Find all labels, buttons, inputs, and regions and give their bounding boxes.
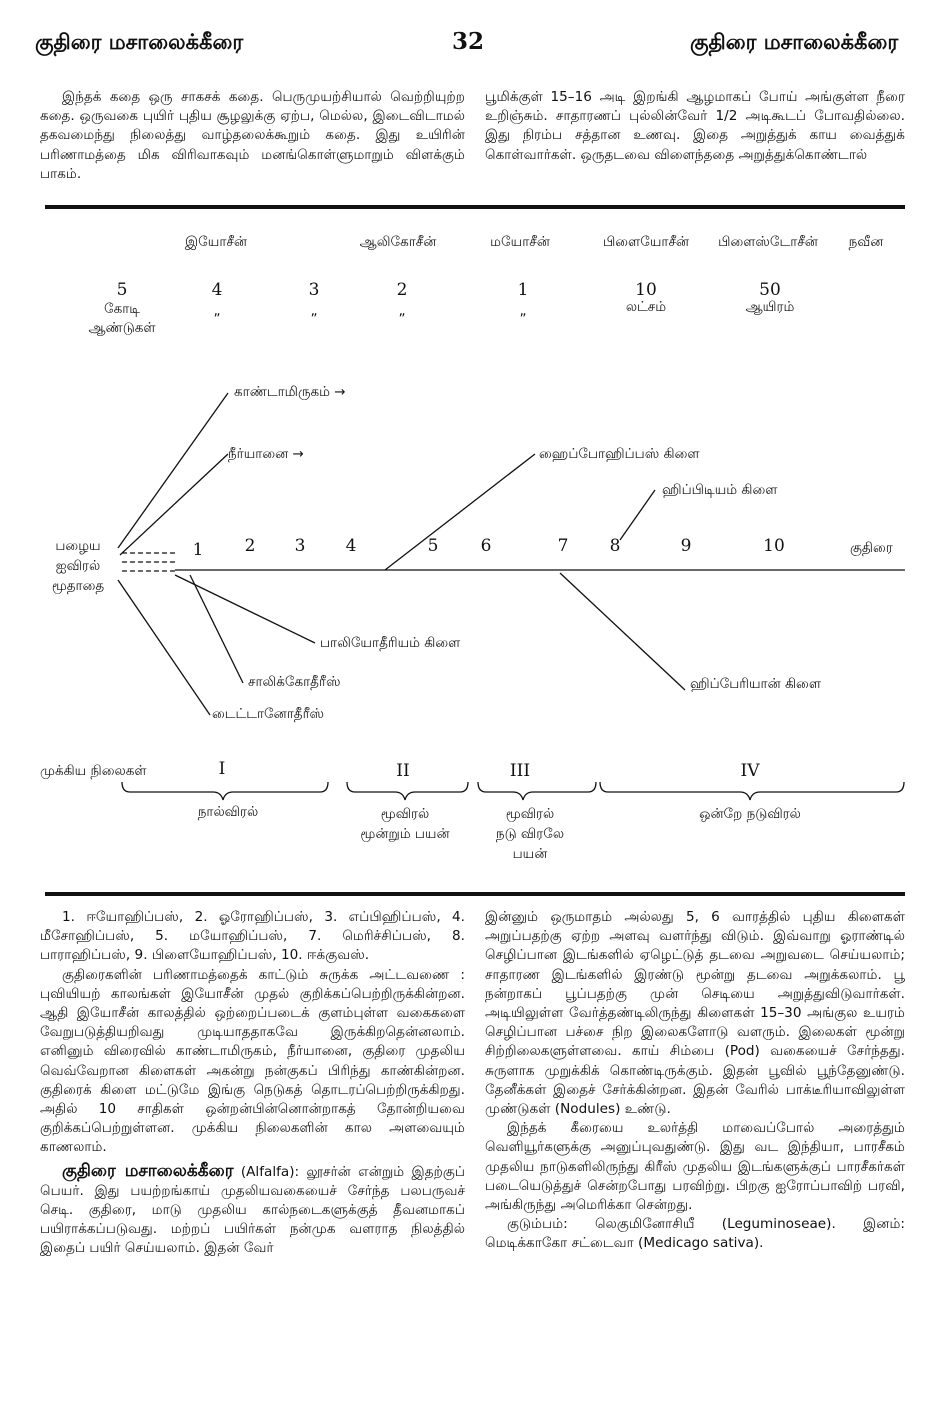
branch-hipparion	[560, 573, 685, 690]
ancestor-label: மூதாதை	[51, 578, 105, 594]
ancestor-label: ஐவிரல்	[55, 558, 101, 574]
intro-left: இந்தக் கதை ஒரு சாகசக் கதை. பெருமுயற்சியால் வெற்றியுற்ற கதை. ஒருவகை புயிர் புதிய சூழலுக்கு ஏற்ப, மெல்ல, இடைவிடாமல் தகவமைந்து நிலைத்து வாழ்தலைக்கூறும் கதை. இது உயிரின் பரிணாமத்தை மிக விரிவாகவும் மனங்கொள்ளுமாறும் விளக்கும் பாகம்.	[40, 89, 465, 182]
branch-label-hipparion: ஹிப்பேரியான் கிளை	[690, 676, 822, 692]
branch-label-rhinoceros: காண்டாமிருகம் →	[234, 384, 346, 400]
stage-number: 10	[763, 536, 785, 556]
body-paragraph: இன்னும் ஒருமாதம் அல்லது 5, 6 வாரத்தில் புதிய கிளைகள் அறுப்பதற்கு ஏற்ற அளவு வளர்ந்து விடும். இவ்வாறு ஓராண்டில் செழிப்பான இடங்களில் ஏழெட்டுத் தடவை அறுவடை செய்யலாம்; சாதாரண இடங்களில் இரண்டு மூன்று தடவை அறுக்கலாம். பூ நன்றாகப் பூப்பதற்கு முன் செடியை அறுத்துவிடுவார்கள். அடியிலுள்ள வேர்த்தண்டிலிருந்து கிளைகள் 15–30 அங்குல உயரம் செழிப்பான பச்சை நிற இலைகளோடு வளரும். இலைகள் மூன்று சிற்றிலைகளுள்ளவை. காய் சிம்பை (Pod) வகையைச் சேர்ந்தது. சுருளாக முறுக்கிக் கொண்டிருக்கும். இதன் பூவில் பூந்தேனுண்டு. தேனீக்கள் இதைச் சேர்க்கின்றன. இதன் வேரில் பாக்டீரியாவிலுள்ள முண்டுகள் (Nodules) உண்டு.	[485, 909, 905, 1118]
page-number: 32	[452, 28, 485, 55]
entry-text: (Alfalfa): லூசர்ன் என்றும் இதற்குப் பெயர். இது பயற்றங்காய் முதலியவகையைச் சேர்ந்த பலபருவச் செடி. குதிரை, மாடு முதலிய கால்நடைகளுக்குத் தீவனமாகப் பயிராக்கப்படுவது. மற்றப் பயிர்கள் நன்முக வளராத நிலத்தில் இதைப் பயிர் செய்யலாம். இதன் வேர்	[40, 1163, 466, 1257]
age-value: 3	[308, 280, 320, 300]
age-value: 50	[759, 280, 781, 300]
entry-heading: குதிரை மசாலைக்கீரை	[62, 1160, 234, 1181]
age-unit: லட்சம்	[625, 299, 667, 315]
age-unit-2: ஆண்டுகள்	[88, 320, 156, 336]
phase-desc: நால்விரல்	[197, 804, 259, 820]
stage-number: 3	[294, 536, 306, 556]
age-value: 2	[396, 280, 408, 300]
age-unit: „	[519, 303, 527, 319]
age-value: 5	[116, 280, 128, 300]
phase-numeral: III	[509, 761, 531, 781]
running-title-right: குதிரை மசாலைக்கீரை	[690, 30, 899, 54]
body-paragraph: 1. ஈயோஹிப்பஸ், 2. ஓரோஹிப்பஸ், 3. எப்பிஹிப்பஸ், 4. மீசோஹிப்பஸ், 5. மயோஹிப்பஸ், 7. மெரிச்சிப்பஸ், 8. பாராஹிப்பஸ், 9. பிளையோஹிப்பஸ், 10. ஈக்குவஸ்.	[40, 909, 465, 964]
stage-number: 2	[244, 536, 256, 556]
age-unit: கோடி	[103, 301, 141, 317]
stage-number: 5	[427, 536, 439, 556]
branch-label-hippidium: ஹிப்பிடியம் கிளை	[662, 482, 778, 498]
branch-hippidium	[620, 490, 655, 540]
phase-desc: மூவிரல்	[380, 806, 430, 822]
phase-brace-II	[347, 782, 468, 800]
body-paragraph: இந்தக் கீரையை உலர்த்தி மாவைப்போல் அரைத்தும் வெளியூர்களுக்கு அனுப்புவதுண்டு. இது வட இந்தியா, பாரசீகம் முதலிய நாடுகளிலிருந்து கிரீஸ் முதலிய இடங்களுக்குப் பாரசீகர்கள் படையெடுத்துச் சென்றபோது பரவிற்று. பிறகு ஐரோப்பாவிற் பரவி, அங்கிருந்து அமெரிக்கா சென்றது.	[485, 1120, 905, 1214]
body-left-column	[40, 908, 465, 1259]
phase-desc: மூவிரல்	[505, 806, 555, 822]
stage-number: 1	[192, 540, 204, 560]
classification-line: குடும்பம்: லெகுமினோசியீ (Leguminoseae). இனம்: மெடிக்காகோ சட்டைவா (Medicago sativa).	[485, 1216, 905, 1252]
epoch-label: நவீன	[848, 234, 884, 250]
end-label-horse: குதிரை	[850, 540, 893, 556]
phase-desc: நடு விரலே	[495, 826, 565, 842]
stage-number: 6	[480, 536, 492, 556]
phase-brace-I	[122, 782, 328, 800]
phase-numeral: II	[396, 761, 410, 781]
body-right-column	[485, 908, 905, 1254]
age-value: 10	[635, 280, 657, 300]
epoch-label: பிளைஸ்டோசீன்	[718, 234, 818, 250]
branch-hypohippus	[385, 454, 535, 570]
branch-label-hippo: நீர்யானை →	[228, 446, 304, 462]
stage-number: 4	[345, 536, 357, 556]
branch-chalicotheres	[190, 575, 243, 683]
stage-number: 9	[680, 536, 692, 556]
phase-desc: பயன்	[512, 846, 548, 862]
branch-label-hypohippus: ஹைப்போஹிப்பஸ் கிளை	[539, 446, 700, 462]
age-value: 1	[517, 280, 529, 300]
stage-number: 7	[557, 536, 569, 556]
running-title-left: குதிரை மசாலைக்கீரை	[35, 30, 244, 54]
phase-brace-IV	[600, 782, 904, 800]
branch-label-titanotheres: டைட்டானோதீரீஸ்	[212, 706, 325, 722]
phase-numeral: I	[218, 759, 226, 779]
age-unit: „	[398, 303, 406, 319]
body-paragraph	[40, 1162, 465, 1259]
phases-label: முக்கிய நிலைகள்	[40, 763, 147, 779]
ancestor-label: பழைய	[55, 538, 101, 554]
branch-label-chalicotheres: சாலிக்கோதீரீஸ்	[248, 674, 341, 690]
branch-rhinoceros	[118, 393, 228, 548]
age-unit: „	[213, 303, 221, 319]
bottom-rule	[45, 892, 905, 896]
branch-titanotheres	[118, 580, 210, 715]
epoch-label: பிளையோசீன்	[602, 234, 690, 250]
phase-desc: ஒன்றே நடுவிரல்	[699, 806, 801, 822]
phase-numeral: IV	[740, 761, 760, 781]
epoch-label: ஆலிகோசீன்	[359, 234, 437, 250]
intro-right: பூமிக்குள் 15–16 அடி இறங்கி ஆழமாகப் போய் அங்குள்ள நீரை உறிஞ்சும். சாதாரணப் புல்லின்வேர் 1/2 அடிகூடப் போவதில்லை. இது நிரம்ப சத்தான உணவு. இதை அறுத்துக் காய வைத்துக் கொள்வார்கள். ஒருதடவை விளைந்ததை அறுத்துக்கொண்டால்	[485, 89, 905, 163]
epoch-label: மயோசீன்	[490, 234, 550, 250]
branch-palaeotherium	[175, 575, 315, 643]
branch-label-palaeotherium: பாலியோதீரியம் கிளை	[320, 635, 461, 651]
age-value: 4	[211, 280, 223, 300]
epoch-label: இயோசீன்	[185, 234, 247, 250]
phase-desc: மூன்றும் பயன்	[360, 826, 450, 842]
phase-brace-III	[478, 782, 596, 800]
age-unit: „	[310, 303, 318, 319]
body-paragraph: குதிரைகளின் பரிணாமத்தைக் காட்டும் சுருக்க அட்டவணை : புவியியற் காலங்கள் இயோசீன் முதல் குறிக்கப்பெற்றிருக்கின்றன. ஆதி இயோசீன் காலத்தில் ஒற்றைப்படைக் குளம்புள்ள வகைகளை வேறுபடுத்தியறிவது முடியாததாகவே இருக்கிறதென்னலாம். எனினும் விரைவில் காண்டாமிருகம், நீர்யானை, குதிரை முதலிய வெவ்வேறான கிளைகள் அகன்று நன்குகப் பிரிந்து காண்கின்றன. குதிரைக் கிளை மட்டுமே இங்கு நெடுகத் தொடரப்பெற்றிருக்கிறது. அதில் 10 சாதிகள் ஒன்றன்பின்னொன்றாகத் தோன்றியவை குறிக்கப்பெற்றுள்ளன. முக்கிய நிலைகளின் கால அளவையும் காணலாம்.	[40, 966, 465, 1156]
age-unit: ஆயிரம்	[745, 299, 795, 315]
stage-number: 8	[609, 536, 621, 556]
